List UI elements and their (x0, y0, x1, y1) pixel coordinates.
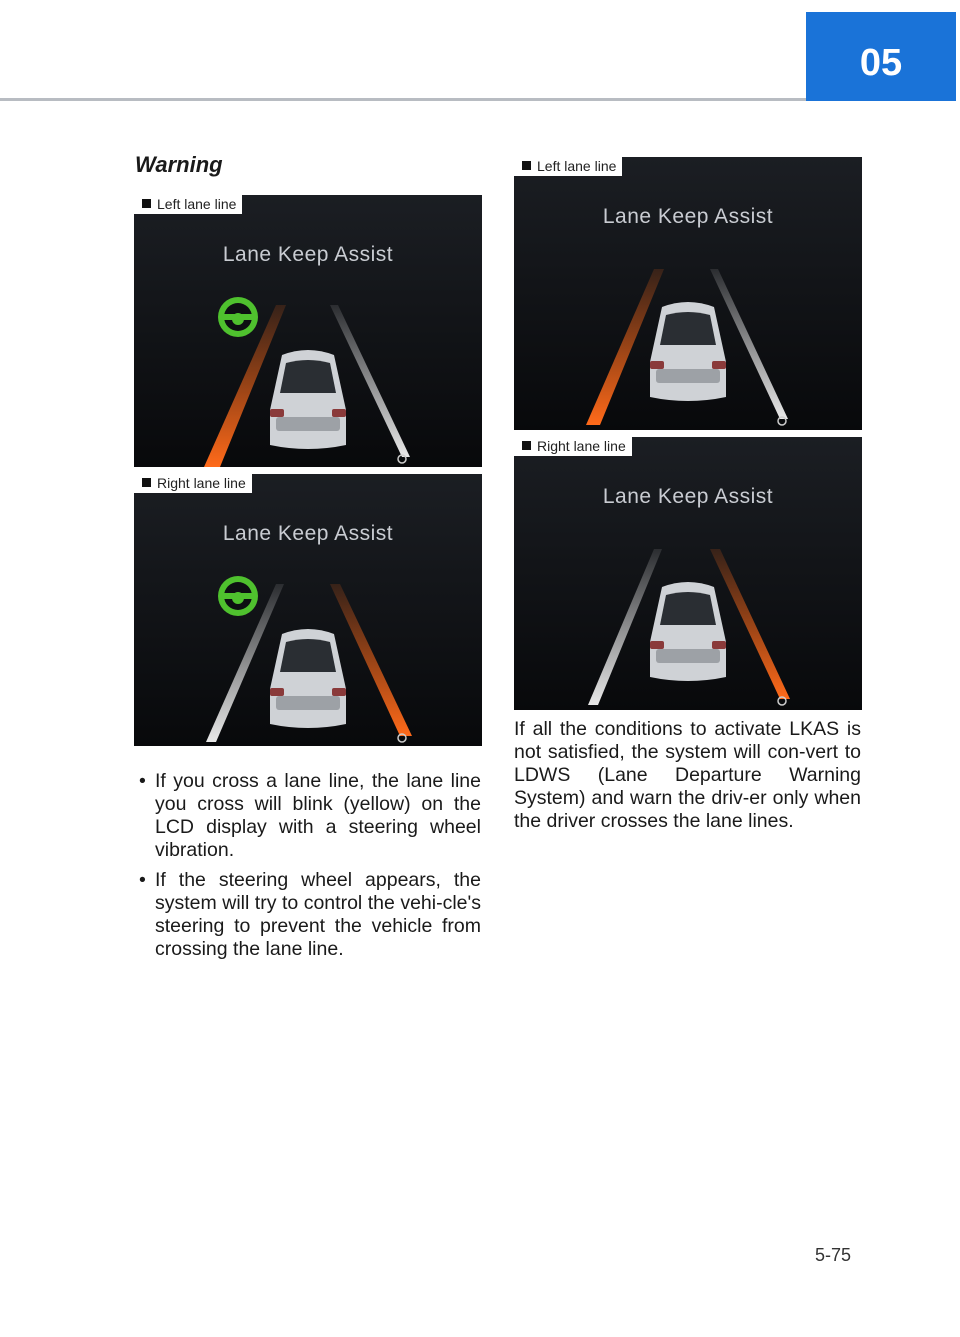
screen-title: Lane Keep Assist (222, 522, 394, 545)
panel-label (134, 474, 252, 493)
screen-title: Lane Keep Assist (602, 205, 774, 228)
screen-title: Lane Keep Assist (222, 243, 394, 266)
lkas-panel-left-steering (134, 195, 482, 467)
square-bullet-icon (522, 441, 531, 450)
square-bullet-icon (142, 199, 151, 208)
panel-label (514, 157, 622, 176)
panel-label-text: Left lane line (157, 196, 237, 212)
car-icon (270, 350, 346, 449)
lane-scene (514, 437, 862, 710)
screen-title: Lane Keep Assist (602, 485, 774, 508)
steering-wheel-icon (218, 297, 258, 337)
ldws-paragraph: If all the conditions to activate LKAS is not satisfied, the system will con-vert to LDWS (Lane Departure Warning System) and warn the driv-er only when the driver crosses the lane lines. (514, 718, 861, 832)
panel-label-text: Right lane line (537, 438, 626, 454)
list-item: • If you cross a lane line, the lane line you cross will blink (yellow) on the LCD display with a steering wheel vibration. (135, 770, 481, 862)
car-icon (270, 629, 346, 728)
panel-label-text: Left lane line (537, 158, 617, 174)
panel-label (514, 437, 632, 456)
steering-wheel-icon (218, 576, 258, 616)
list-item: • If the steering wheel appears, the system will try to control the vehi-cle's steering to prevent the vehicle from crossing the lane line. (135, 869, 481, 961)
header-rule (0, 98, 806, 101)
lane-scene (134, 474, 482, 746)
panel-label-text: Right lane line (157, 475, 246, 491)
panel-label (134, 195, 242, 214)
ldws-panel-left (514, 157, 862, 430)
square-bullet-icon (522, 161, 531, 170)
lane-scene (514, 157, 862, 430)
bullet-list (135, 770, 481, 968)
lkas-panel-right-steering (134, 474, 482, 746)
lane-scene (134, 195, 482, 467)
section-title: Warning (135, 152, 223, 177)
car-icon (650, 582, 726, 681)
chapter-tab: 05 (806, 12, 956, 101)
square-bullet-icon (142, 478, 151, 487)
car-icon (650, 302, 726, 401)
ldws-panel-right (514, 437, 862, 710)
page-number: 5-75 (815, 1245, 852, 1265)
